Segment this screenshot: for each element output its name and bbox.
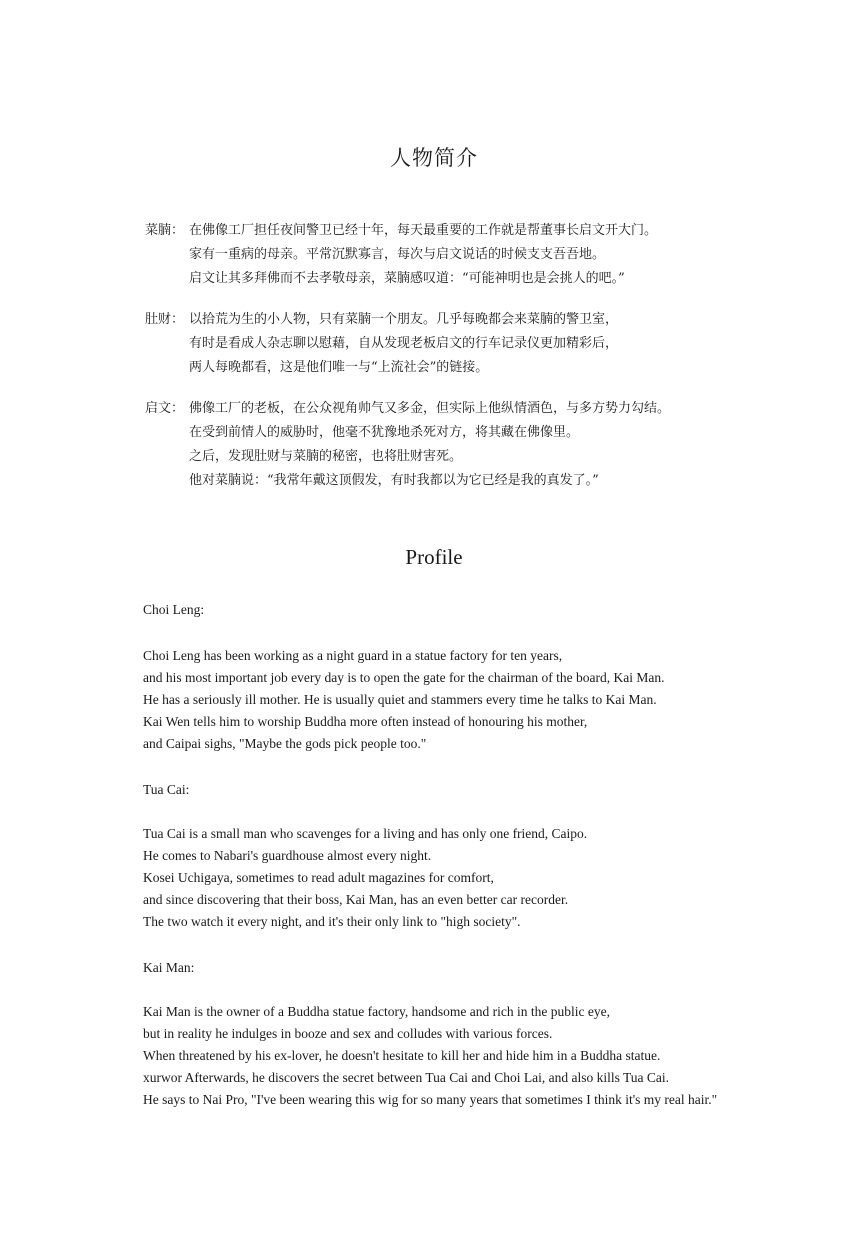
- chinese-character-entry: [145, 219, 785, 291]
- character-description-line: 两人每晚都看，这是他们唯一与“上流社会”的链接。: [189, 360, 489, 375]
- english-text-line: He comes to Nabari's guardhouse almost every night.: [143, 848, 432, 863]
- english-text-line: He says to Nai Pro, "I've been wearing this wig for so many years that sometimes I think it's my real hair.": [143, 1092, 718, 1107]
- character-label: 启文：: [145, 401, 185, 416]
- character-description-line: 启文让其多拜佛而不去孝敬母亲，菜腩感叹道：“可能神明也是会挑人的吧。”: [189, 271, 625, 286]
- english-text-line: Tua Cai is a small man who scavenges for a living and has only one friend, Caipo.: [143, 826, 588, 841]
- character-description-line: 以拾荒为生的小人物，只有菜腩一个朋友。几乎每晚都会来菜腩的警卫室，: [189, 312, 619, 327]
- character-description-line: 他对菜腩说：“我常年戴这顶假发，有时我都以为它已经是我的真发了。”: [189, 473, 599, 488]
- english-heading: Tua Cai:: [143, 782, 190, 797]
- english-text-line: Kai Man is the owner of a Buddha statue factory, handsome and rich in the public eye,: [143, 1004, 610, 1019]
- chinese-title: 人物简介: [390, 146, 478, 170]
- english-text-line: Kosei Uchigaya, sometimes to read adult magazines for comfort,: [143, 870, 494, 885]
- character-description-line: 之后，发现肚财与菜腩的秘密，也将肚财害死。: [189, 449, 463, 464]
- english-text-line: He has a seriously ill mother. He is usually quiet and stammers every time he talks to Kai Man.: [143, 692, 657, 707]
- character-description-line: 佛像工厂的老板，在公众视角帅气又多金，但实际上他纵情酒色，与多方势力勾结。: [189, 401, 671, 416]
- character-label: 肚财：: [145, 312, 185, 327]
- character-description-line: 有时是看成人杂志聊以慰藉，自从发现老板启文的行车记录仪更加精彩后，: [189, 336, 619, 351]
- english-text-line: Kai Wen tells him to worship Buddha more often instead of honouring his mother,: [143, 714, 588, 729]
- english-text-line: and his most important job every day is to open the gate for the chairman of the board, Kai Man.: [143, 670, 665, 685]
- english-heading: Kai Man:: [143, 960, 195, 975]
- english-text-line: xurwor Afterwards, he discovers the secret between Tua Cai and Choi Lai, and also kills Tua Cai.: [143, 1070, 670, 1085]
- character-description-line: 家有一重病的母亲。平常沉默寡言，每次与启文说话的时候支支吾吾地。: [189, 247, 606, 262]
- english-text-line: Choi Leng has been working as a night guard in a statue factory for ten years,: [143, 648, 563, 663]
- english-text-line: but in reality he indulges in booze and sex and colludes with various forces.: [143, 1026, 553, 1041]
- english-heading: Choi Leng:: [143, 602, 205, 617]
- english-text-line: When threatened by his ex-lover, he doesn't hesitate to kill her and hide him in a Buddha statue.: [143, 1048, 661, 1063]
- english-text-line: The two watch it every night, and it's their only link to "high society".: [143, 914, 521, 929]
- english-title: Profile: [405, 545, 463, 569]
- english-text-line: and since discovering that their boss, Kai Man, has an even better car recorder.: [143, 892, 569, 907]
- english-text-line: and Caipai sighs, "Maybe the gods pick people too.": [143, 736, 427, 751]
- character-label: 菜腩：: [145, 223, 185, 238]
- chinese-character-entry: [145, 308, 785, 380]
- character-description-line: 在受到前情人的威胁时，他毫不犹豫地杀死对方，将其藏在佛像里。: [189, 425, 580, 440]
- chinese-character-entry: [145, 397, 785, 493]
- character-description-line: 在佛像工厂担任夜间警卫已经十年，每天最重要的工作就是帮董事长启文开大门。: [189, 223, 658, 238]
